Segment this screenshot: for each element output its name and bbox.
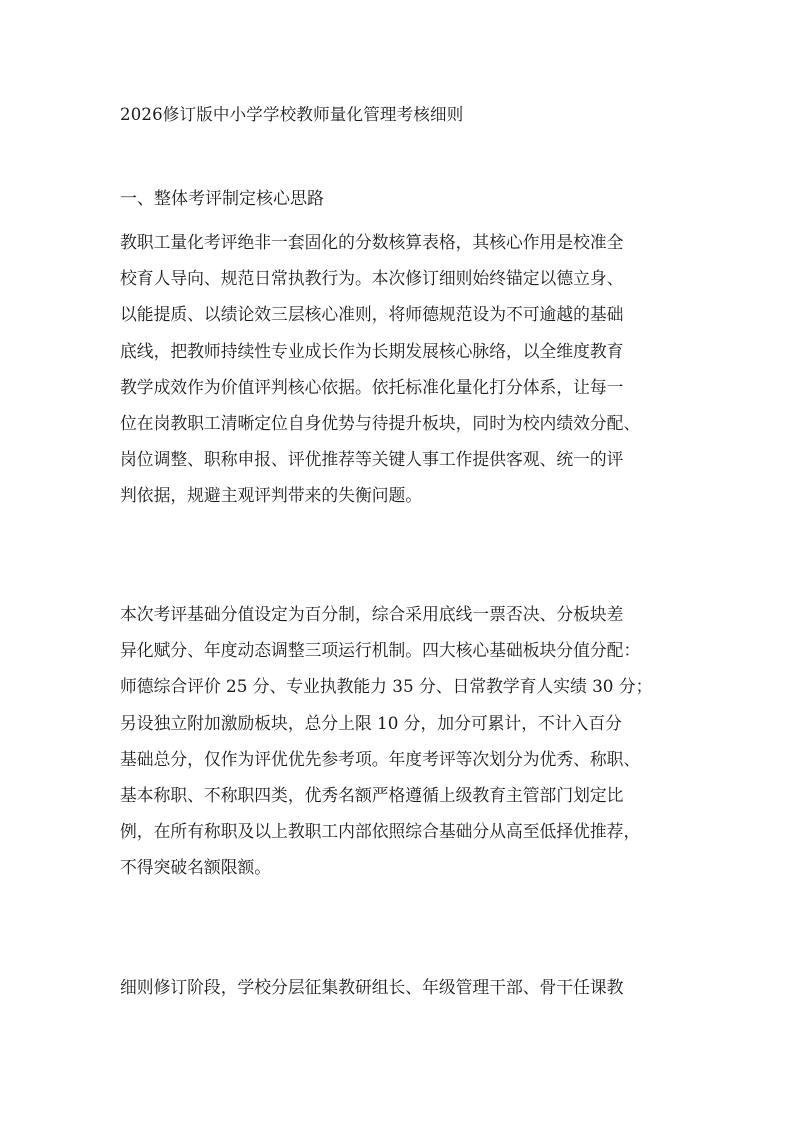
- paragraph-line: 底线，把教师持续性专业成长作为长期发展核心脉络，以全维度教育: [120, 340, 624, 361]
- paragraph-line: 基本称职、不称职四类，优秀名额严格遵循上级教育主管部门划定比: [120, 784, 624, 805]
- paragraph-line: 细则修订阶段，学校分层征集教研组长、年级管理干部、骨干任课教: [120, 977, 624, 997]
- section-heading: 一、整体考评制定核心思路: [120, 189, 324, 209]
- paragraph-core-approach: [120, 229, 680, 519]
- paragraph-line: 以能提质、以绩论效三层核心准则，将师德规范设为不可逾越的基础: [120, 304, 624, 325]
- paragraph-line: 位在岗教职工清晰定位自身优势与待提升板块，同时为校内绩效分配、: [120, 412, 641, 433]
- paragraph-line: 例，在所有称职及以上教职工内部依照综合基础分从高至低择优推荐，: [120, 821, 641, 842]
- paragraph-line: 另设独立附加激励板块，总分上限 10 分，加分可累计，不计入百分: [120, 712, 622, 733]
- paragraph-line: 判依据，规避主观评判带来的失衡问题。: [120, 485, 423, 506]
- paragraph-line: 教职工量化考评绝非一套固化的分数核算表格，其核心作用是校准全: [120, 232, 624, 252]
- document-title: 2026修订版中小学学校教师量化管理考核细则: [120, 105, 464, 124]
- paragraph-line: 校育人导向、规范日常执教行为。本次修订细则始终锚定以德立身、: [120, 268, 624, 289]
- paragraph-line: 教学成效作为价值评判核心依据。依托标准化量化打分体系，让每一: [120, 376, 624, 397]
- paragraph-line: 岗位调整、职称申报、评优推荐等关键人事工作提供客观、统一的评: [120, 449, 624, 470]
- paragraph-revision-stage: [120, 974, 680, 1010]
- paragraph-line: 基础总分，仅作为评优优先参考项。年度考评等次划分为优秀、称职、: [120, 748, 641, 769]
- paragraph-line: 本次考评基础分值设定为百分制，综合采用底线一票否决、分板块差: [120, 604, 624, 624]
- paragraph-line: 异化赋分、年度动态调整三项运行机制。四大核心基础板块分值分配：: [120, 640, 641, 661]
- paragraph-scoring-structure: [120, 601, 680, 891]
- paragraph-line: 不得突破名额限额。: [120, 857, 272, 878]
- paragraph-line: 师德综合评价 25 分、专业执教能力 35 分、日常教学育人实绩 30 分；: [120, 676, 653, 697]
